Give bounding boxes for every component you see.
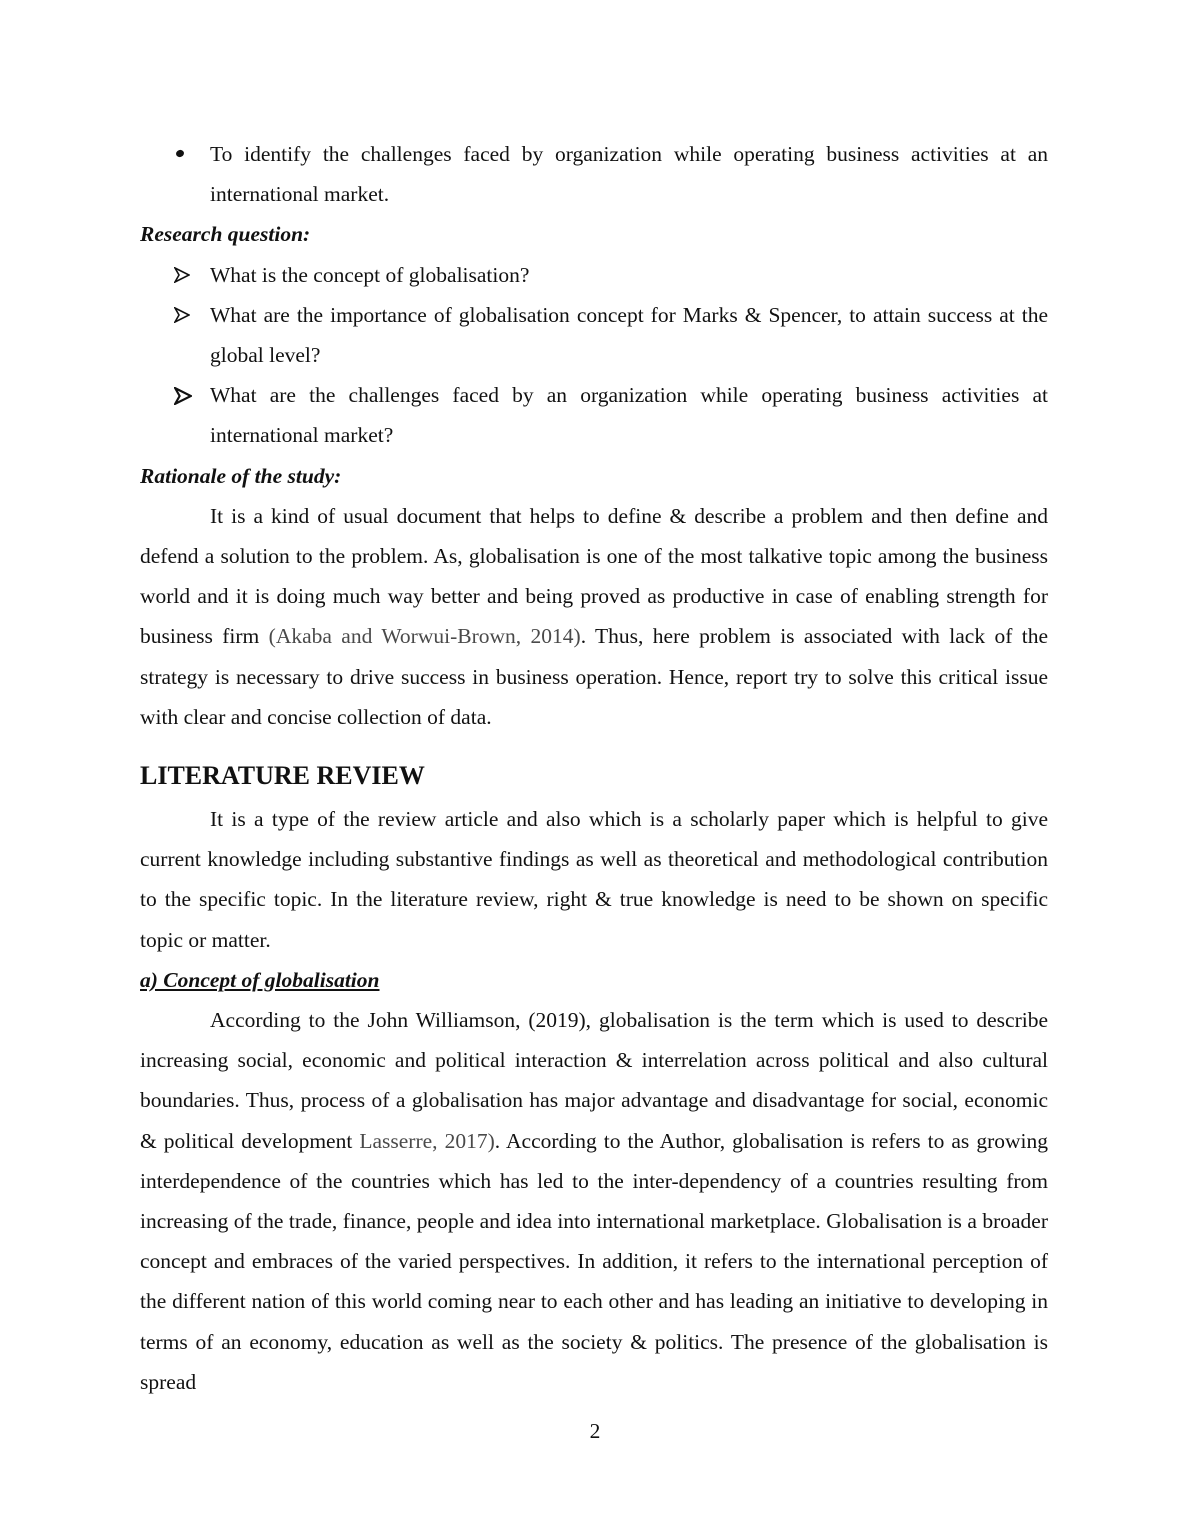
list-item-text: To identify the challenges faced by organization while operating business activities at an international market. [210, 142, 1048, 207]
rationale-paragraph [140, 496, 1048, 737]
page-number: 2 [589, 1419, 601, 1443]
list-item-text: What are the importance of globalisation concept for Marks & Spencer, to attain success at the global level? [210, 302, 1048, 368]
list-item [140, 255, 1048, 295]
literature-review-intro: It is a type of the review article and also which is a scholarly paper which is helpful to give current knowledge including substantive findings as well as theoretical and methodological contribution to the specific topic. In the literature review, right & true knowledge is need to be shown on specific topic or matter. [140, 807, 1048, 952]
rationale-text-start: It is a kind of usual document that helps to define & describe a problem and then define and defend a solution to the problem. As, globalisation is one of the most talkative topic among the business world and it is doing much way better and being proved as productive in case of enabling strength for business firm [140, 503, 1048, 649]
list-item [140, 134, 1048, 214]
concept-of-globalisation-heading: a) Concept of globalisation [140, 967, 380, 992]
rationale-text-end: . Thus, here problem is associated with lack of the strategy is necessary to drive success in business operation. Hence, report try to solve this critical issue with clear and concise collection of data. [140, 624, 1049, 729]
list-item-text: What are the challenges faced by an organization while operating business activities at international market? [210, 383, 1048, 448]
citation-lasserre: Lasserre, 2017) [359, 1128, 495, 1153]
arrow-bullet-icon [174, 295, 196, 335]
research-question-list [140, 255, 1048, 456]
bullet-dot-icon [174, 134, 196, 174]
citation-akaba: (Akaba and Worwui-Brown, 2014) [268, 624, 581, 649]
concept-paragraph [140, 1000, 1048, 1402]
page-body [140, 134, 1048, 1402]
list-item [140, 295, 1048, 375]
concept-text-end: . According to the Author, globalisation is refers to as growing interdependence of the countries which has led to the inter-dependency of a countries resulting from increasing of the trade, finance, people and idea into international marketplace. Globalisation is a broader concept and embraces of the varied perspectives. In addition, it refers to the international perception of the different nation of this world coming near to each other and has leading an initiative to developing in terms of an economy, education as well as the society & politics. The presence of the globalisation is spread [140, 1128, 1048, 1394]
list-item [140, 375, 1048, 455]
concept-text-start: According to the John Williamson, (2019), globalisation is the term which is used to describe increasing social, economic and political interaction & interrelation across political and also cultural boundaries. Thus, process of a globalisation has major advantage and disadvantage for social, economic & political development [140, 1008, 1048, 1153]
research-question-heading: Research question: [140, 222, 311, 247]
arrow-bullet-icon [174, 375, 196, 415]
objectives-list [140, 134, 1048, 214]
literature-review-heading: LITERATURE REVIEW [140, 761, 425, 791]
list-item-text: What is the concept of globalisation? [210, 262, 530, 287]
rationale-heading: Rationale of the study: [140, 463, 342, 488]
arrow-bullet-icon [174, 255, 196, 295]
